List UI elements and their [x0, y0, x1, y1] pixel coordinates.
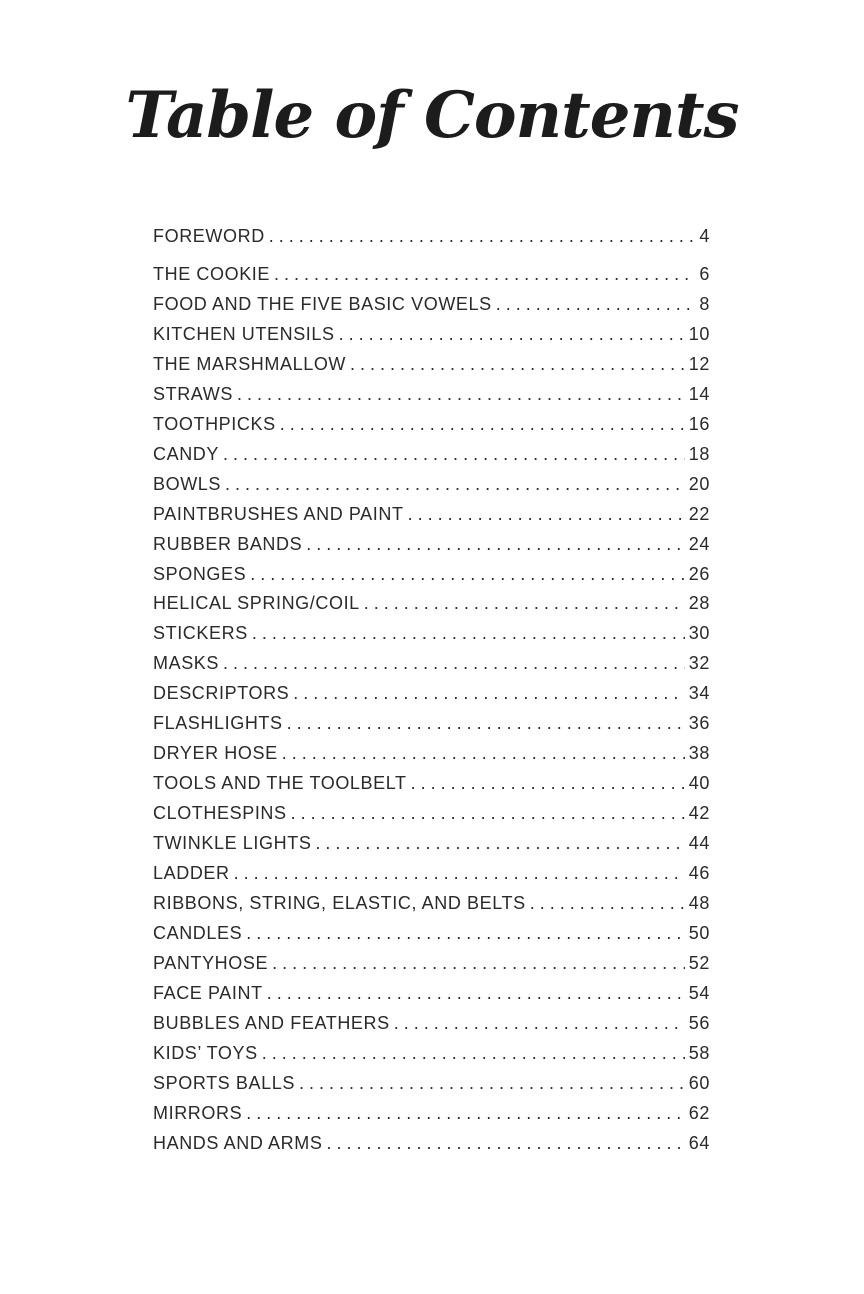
- toc-leader-dots: [287, 713, 685, 734]
- toc-entry: [153, 893, 710, 923]
- toc-entry-label: SPONGES: [153, 563, 247, 584]
- toc-entry-page: 54: [688, 982, 710, 1003]
- toc-entry-page: 22: [688, 503, 710, 524]
- toc-entry-page: 6: [699, 264, 710, 284]
- toc-entry-label: PAINTBRUSHES AND PAINT: [153, 503, 404, 524]
- toc-leader-dots: [350, 354, 685, 375]
- toc-entry-page: 20: [688, 473, 710, 494]
- toc-entry: [153, 414, 710, 444]
- toc-entry-label: KIDS’ TOYS: [153, 1042, 258, 1063]
- toc-leader-dots: [291, 803, 685, 824]
- toc-entry-label: RUBBER BANDS: [153, 533, 303, 554]
- toc-entry: [153, 264, 710, 294]
- toc-entry-label: LADDER: [153, 863, 230, 883]
- toc-leader-dots: [246, 1103, 685, 1124]
- toc-entry-label: THE COOKIE: [153, 264, 271, 284]
- toc-leader-dots: [364, 593, 685, 614]
- toc-entry-page: 38: [688, 743, 710, 764]
- toc-entry-label: TWINKLE LIGHTS: [153, 833, 312, 854]
- toc-leader-dots: [280, 414, 685, 435]
- toc-entry-page: 26: [688, 563, 710, 584]
- page-title: Table of Contents: [125, 78, 739, 153]
- toc-entry-page: 34: [688, 683, 710, 704]
- toc-leader-dots: [411, 773, 685, 794]
- toc-entry-page: 12: [688, 353, 710, 374]
- toc-leader-dots: [299, 1073, 685, 1094]
- toc-entry-label: FOOD AND THE FIVE BASIC VOWELS: [153, 293, 492, 314]
- toc-leader-dots: [267, 983, 685, 1004]
- toc-entry: [153, 623, 710, 653]
- toc-entry-page: 32: [688, 653, 710, 674]
- toc-entry: [153, 863, 710, 893]
- toc-leader-dots: [408, 504, 685, 525]
- toc-leader-dots: [293, 683, 684, 704]
- toc-entry-label: FOREWORD: [153, 226, 265, 246]
- toc-leader-dots: [394, 1013, 685, 1034]
- toc-entry: [153, 983, 710, 1013]
- toc-leader-dots: [496, 294, 696, 315]
- toc-entry: [153, 953, 710, 983]
- toc-entry: [153, 1133, 710, 1163]
- toc-entry-label: CLOTHESPINS: [153, 803, 287, 824]
- toc-entry: [153, 384, 710, 414]
- toc-entry-page: 10: [688, 323, 710, 344]
- toc-entry: [153, 324, 710, 354]
- toc-entry-label: SPORTS BALLS: [153, 1072, 295, 1093]
- toc-entry: [153, 534, 710, 564]
- toc-entry-label: BUBBLES AND FEATHERS: [153, 1012, 390, 1033]
- toc-entry-label: MASKS: [153, 653, 220, 674]
- toc-leader-dots: [269, 226, 696, 247]
- toc-entry-label: HANDS AND ARMS: [153, 1132, 323, 1153]
- toc-leader-dots: [274, 264, 695, 285]
- toc-entry-page: 62: [688, 1102, 710, 1123]
- toc-entry: [153, 354, 710, 384]
- toc-entry: [153, 226, 710, 256]
- toc-entry-label: DESCRIPTORS: [153, 683, 290, 704]
- toc-entry-label: RIBBONS, STRING, ELASTIC, AND BELTS: [153, 892, 526, 913]
- toc-entry-page: 60: [688, 1072, 710, 1093]
- toc-leader-dots: [326, 1133, 684, 1154]
- toc-entry-label: HELICAL SPRING/COIL: [153, 593, 360, 614]
- toc-entry-page: 50: [688, 922, 710, 943]
- toc-entry-label: KITCHEN UTENSILS: [153, 323, 335, 344]
- toc-entry: [153, 773, 710, 803]
- toc-leader-dots: [282, 743, 685, 764]
- toc-entry: [153, 1013, 710, 1043]
- toc-entry-page: 8: [699, 293, 710, 314]
- toc-entry-page: 24: [688, 533, 710, 554]
- toc-entry-label: BOWLS: [153, 473, 222, 494]
- toc-entry: [153, 564, 710, 594]
- toc-entry: [153, 444, 710, 474]
- toc-leader-dots: [339, 324, 685, 345]
- toc-entry-page: 18: [688, 443, 710, 464]
- toc-entry: [153, 743, 710, 773]
- toc-entry: [153, 474, 710, 504]
- toc-entry-page: 40: [688, 773, 710, 794]
- toc-entry-page: 58: [688, 1042, 710, 1063]
- toc-entry-label: STRAWS: [153, 383, 233, 404]
- toc-entry-page: 44: [688, 833, 710, 854]
- toc-entry-page: 30: [688, 623, 710, 644]
- toc-entry-label: PANTYHOSE: [153, 952, 269, 973]
- toc-leader-dots: [225, 474, 685, 495]
- toc-entry-label: FLASHLIGHTS: [153, 713, 283, 734]
- toc-entry-label: MIRRORS: [153, 1102, 243, 1123]
- toc-entry-label: STICKERS: [153, 623, 248, 644]
- toc-entry: [153, 803, 710, 833]
- toc-entry-label: CANDY: [153, 443, 220, 464]
- toc-entry-label: FACE PAINT: [153, 982, 263, 1003]
- toc-entry: [153, 653, 710, 683]
- toc-leader-dots: [237, 384, 685, 405]
- toc-leader-dots: [530, 893, 685, 914]
- toc-entry: [153, 1103, 710, 1133]
- toc-entry: [153, 833, 710, 863]
- toc-entry: [153, 1043, 710, 1073]
- toc-leader-dots: [252, 623, 685, 644]
- toc-entry-page: 14: [688, 383, 710, 404]
- toc-entry-page: 46: [688, 863, 710, 883]
- toc-entry-label: DRYER HOSE: [153, 743, 278, 764]
- toc-entry: [153, 504, 710, 534]
- toc-leader-dots: [250, 564, 685, 585]
- toc-entry: [153, 593, 710, 623]
- toc-entry-page: 52: [688, 952, 710, 973]
- toc-entry-page: 64: [688, 1132, 710, 1153]
- toc-entry-label: TOOLS AND THE TOOLBELT: [153, 773, 407, 794]
- toc-leader-dots: [246, 923, 685, 944]
- toc-leader-dots: [262, 1043, 685, 1064]
- toc-entry-page: 56: [688, 1012, 710, 1033]
- toc-entry: [153, 683, 710, 713]
- toc-entry-page: 4: [699, 226, 710, 246]
- toc-entry-page: 36: [688, 713, 710, 734]
- toc-entry-label: THE MARSHMALLOW: [153, 353, 347, 374]
- toc-entry: [153, 294, 710, 324]
- toc-leader-dots: [223, 653, 685, 674]
- toc-leader-dots: [272, 953, 685, 974]
- toc-entry: [153, 713, 710, 743]
- toc-entry-page: 28: [688, 593, 710, 614]
- toc-entry-page: 16: [688, 413, 710, 434]
- toc-entry-page: 42: [688, 803, 710, 824]
- toc-entry-label: CANDLES: [153, 922, 243, 943]
- toc-entry: [153, 1073, 710, 1103]
- toc-entry: [153, 923, 710, 953]
- toc-leader-dots: [234, 863, 685, 884]
- toc-entry-label: TOOTHPICKS: [153, 413, 276, 434]
- toc-entry-page: 48: [688, 892, 710, 913]
- toc-leader-dots: [315, 833, 684, 854]
- toc-leader-dots: [223, 444, 685, 465]
- toc-leader-dots: [306, 534, 685, 555]
